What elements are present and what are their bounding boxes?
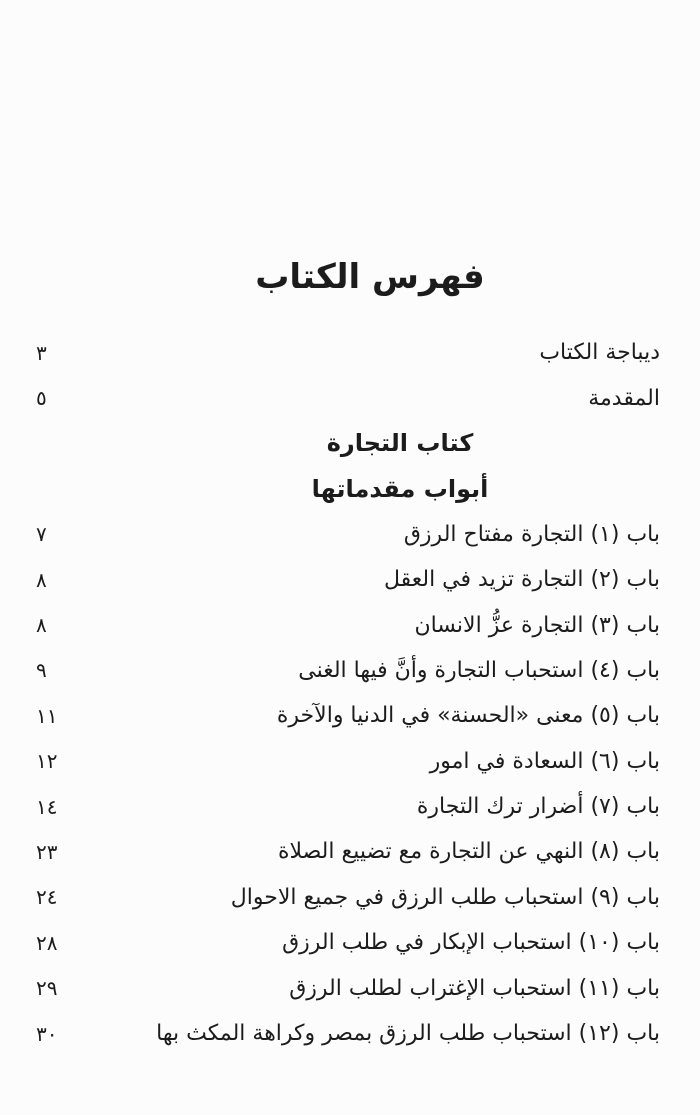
toc-entry-label: باب (٩) استحباب طلب الرزق في جميع الاحوال [230, 884, 660, 910]
page-number: ١٤ [36, 794, 58, 819]
toc-section-header [36, 421, 660, 466]
toc-entry-label: باب (١١) استحباب الإغتراب لطلب الرزق [289, 975, 660, 1001]
toc-entry-label: باب (١) التجارة مفتاح الرزق [403, 521, 660, 547]
toc-row [36, 648, 660, 693]
page-number: ٩ [36, 658, 47, 683]
toc-row [36, 739, 660, 784]
toc-row [36, 375, 660, 420]
page-number: ٨ [36, 567, 47, 592]
toc-entry-label: باب (٨) النهي عن التجارة مع تضييع الصلاة [277, 839, 660, 865]
toc-row [36, 1011, 660, 1056]
toc-entry-label: باب (٢) التجارة تزيد في العقل [383, 567, 660, 593]
page-number: ٣ [36, 340, 47, 365]
toc-entry-label: باب (٤) استحباب التجارة وأنَّ فيها الغنى [298, 657, 660, 683]
table-of-contents [36, 330, 660, 1056]
toc-row [36, 965, 660, 1010]
page-number: ١٢ [36, 749, 58, 774]
toc-row [36, 557, 660, 602]
toc-entry-label: باب (٦) السعادة في امور [429, 748, 660, 774]
page-number: ٢٤ [36, 885, 58, 910]
page-number: ٧ [36, 522, 47, 547]
page-number: ٢٣ [36, 839, 58, 864]
page-number: ١١ [36, 703, 58, 728]
toc-row [36, 602, 660, 647]
toc-entry-label: باب (١٠) استحباب الإبكار في طلب الرزق [282, 930, 660, 956]
toc-row [36, 875, 660, 920]
toc-row [36, 784, 660, 829]
toc-row [36, 829, 660, 874]
toc-entry-label: باب (٣) التجارة عزُّ الانسان [414, 612, 660, 638]
page-number: ٢٩ [36, 976, 58, 1001]
toc-entry-label: باب (١٢) استحباب طلب الرزق بمصر وكراهة المكث بها [156, 1021, 660, 1047]
toc-entry-label: باب (٧) أضرار ترك التجارة [416, 794, 660, 820]
toc-entry-label: المقدمة [588, 385, 660, 411]
toc-section-header [36, 466, 660, 511]
section-header-label: أبواب مقدماتها [311, 474, 489, 503]
page-title: فهرس الكتاب [255, 257, 485, 297]
toc-row [36, 512, 660, 557]
toc-row [36, 330, 660, 375]
toc-entry-label: باب (٥) معنى «الحسنة» في الدنيا والآخرة [276, 703, 660, 729]
toc-row [36, 693, 660, 738]
section-header-label: كتاب التجارة [326, 429, 474, 458]
toc-entry-label: ديباجة الكتاب [539, 340, 660, 366]
page-number: ٥ [36, 386, 47, 411]
page-number: ٣٠ [36, 1021, 58, 1046]
page-number: ٢٨ [36, 930, 58, 955]
page-number: ٨ [36, 613, 47, 638]
toc-row [36, 920, 660, 965]
